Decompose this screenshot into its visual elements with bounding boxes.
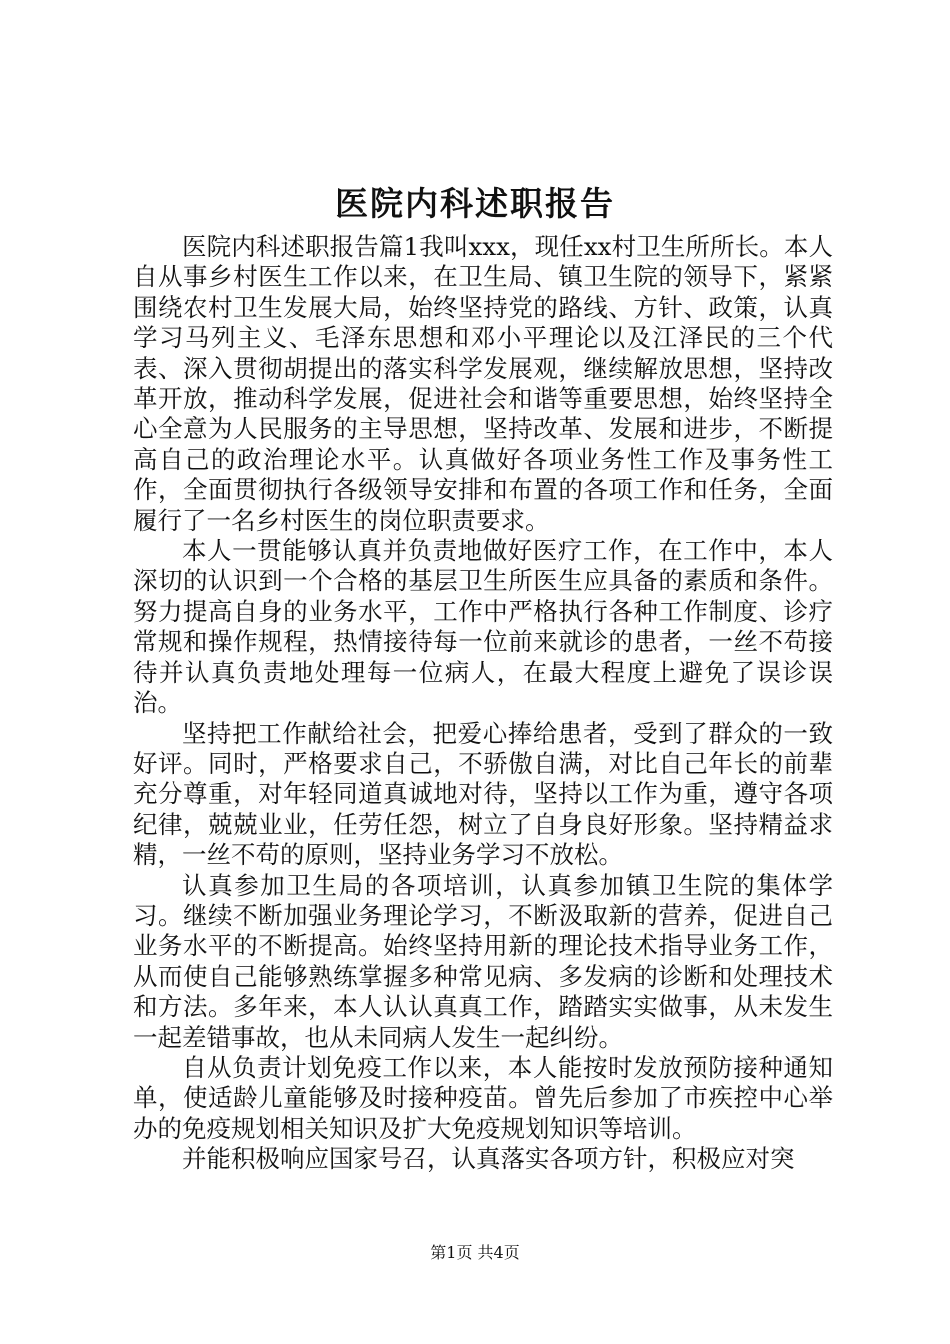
document-body — [133, 232, 833, 1175]
paragraph-2: 本人一贯能够认真并负责地做好医疗工作，在工作中，本人深切的认识到一个合格的基层卫生所医生应具备的素质和条件。努力提高自身的业务水平，工作中严格执行各种工作制度、诊疗常规和操作规程，热情接待每一位前来就诊的患者，一丝不苟接待并认真负责地处理每一位病人，在最大程度上避免了误诊误治。 — [133, 536, 833, 718]
paragraph-4: 认真参加卫生局的各项培训，认真参加镇卫生院的集体学习。继续不断加强业务理论学习，不断汲取新的营养，促进自己业务水平的不断提高。始终坚持用新的理论技术指导业务工作，从而使自己能够熟练掌握多种常见病、多发病的诊断和处理技术和方法。多年来，本人认认真真工作，踏踏实实做事，从未发生一起差错事故，也从未同病人发生一起纠纷。 — [133, 870, 833, 1052]
page-footer: 第1页 共4页 — [430, 1243, 520, 1262]
paragraph-5: 自从负责计划免疫工作以来，本人能按时发放预防接种通知单，使适龄儿童能够及时接种疫苗。曾先后参加了市疾控中心举办的免疫规划相关知识及扩大免疫规划知识等培训。 — [133, 1052, 833, 1143]
document-title: 医院内科述职报告 — [335, 184, 615, 223]
paragraph-3: 坚持把工作献给社会，把爱心捧给患者，受到了群众的一致好评。同时，严格要求自己，不骄傲自满，对比自己年长的前辈充分尊重，对年轻同道真诚地对待，坚持以工作为重，遵守各项纪律，兢兢业业，任劳任怨，树立了自身良好形象。坚持精益求精，一丝不苟的原则，坚持业务学习不放松。 — [133, 718, 833, 870]
paragraph-6: 并能积极响应国家号召，认真落实各项方针，积极应对突 — [182, 1144, 795, 1174]
paragraph-1: 医院内科述职报告篇1我叫xxx，现任xx村卫生所所长。本人自从事乡村医生工作以来，在卫生局、镇卫生院的领导下，紧紧围绕农村卫生发展大局，始终坚持党的路线、方针、政策，认真学习马列主义、毛泽东思想和邓小平理论以及江泽民的三个代表、深入贯彻胡提出的落实科学发展观，继续解放思想，坚持改革开放，推动科学发展，促进社会和谐等重要思想，始终坚持全心全意为人民服务的主导思想，坚持改革、发展和进步，不断提高自己的政治理论水平。认真做好各项业务性工作及事务性工作，全面贯彻执行各级领导安排和布置的各项工作和任务，全面履行了一名乡村医生的岗位职责要求。 — [133, 232, 833, 535]
